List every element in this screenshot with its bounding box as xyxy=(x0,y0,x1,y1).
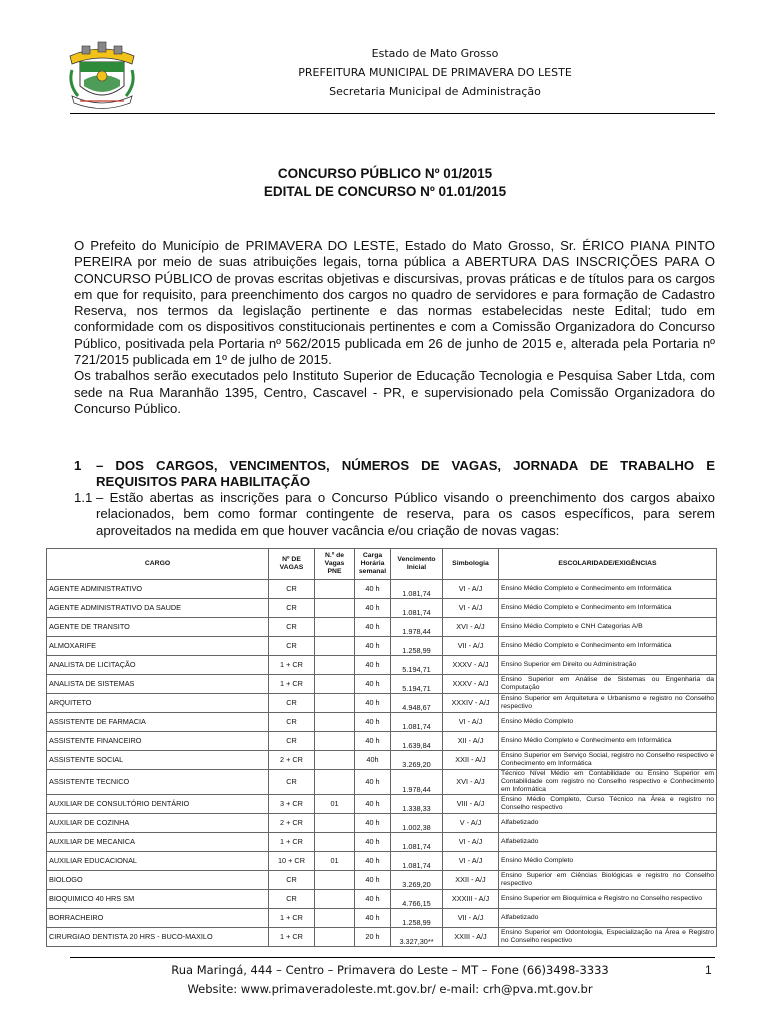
table-row xyxy=(47,580,717,599)
cell-vencimento: 5.194,71 xyxy=(391,675,443,694)
table-row xyxy=(47,694,717,713)
cell-vagas: 2 + CR xyxy=(269,814,315,833)
cell-carga: 40 h xyxy=(355,814,391,833)
cell-vagas: CR xyxy=(269,890,315,909)
col-header-vagas: Nº DE VAGAS xyxy=(269,549,315,580)
cell-escolaridade: Ensino Médio Completo e Conhecimento em Informática xyxy=(499,732,717,751)
subsection-text: – Estão abertas as inscrições para o Concurso Público visando o preenchimento dos cargos abaixo relacionados, bem como formar contingente de reserva, para os casos específicos, para serem aproveitados na medida em que houver vacância e/ou criação de novas vagas: xyxy=(96,490,715,538)
table-row xyxy=(47,928,717,947)
col-header-pne: N.º de Vagas PNE xyxy=(315,549,355,580)
header-divider xyxy=(70,113,715,114)
cell-escolaridade: Alfabetizado xyxy=(499,833,717,852)
cell-simbologia: XXII - A/J xyxy=(443,751,499,770)
table-row xyxy=(47,795,717,814)
cell-pne xyxy=(315,909,355,928)
cell-carga: 40 h xyxy=(355,732,391,751)
cell-pne xyxy=(315,713,355,732)
table-row xyxy=(47,751,717,770)
table-header-row xyxy=(47,549,717,580)
cell-simbologia: XII - A/J xyxy=(443,732,499,751)
cell-cargo: ASSISTENTE TECNICO xyxy=(47,770,269,795)
municipal-crest xyxy=(66,40,138,112)
cell-simbologia: VIII - A/J xyxy=(443,795,499,814)
cell-escolaridade: Ensino Médio Completo e Conhecimento em Informática xyxy=(499,580,717,599)
cell-pne xyxy=(315,732,355,751)
cell-pne xyxy=(315,770,355,795)
table-row xyxy=(47,713,717,732)
cell-simbologia: VI - A/J xyxy=(443,833,499,852)
cell-vagas: CR xyxy=(269,732,315,751)
cell-escolaridade: Ensino Médio Completo xyxy=(499,713,717,732)
cell-pne: 01 xyxy=(315,795,355,814)
cell-vencimento: 1.081,74 xyxy=(391,852,443,871)
cell-pne xyxy=(315,618,355,637)
cell-cargo: ANALISTA DE LICITAÇÃO xyxy=(47,656,269,675)
intro-text xyxy=(74,238,715,417)
footer-address: Rua Maringá, 444 – Centro – Primavera do Leste – MT – Fone (66)3498-3333 xyxy=(171,963,609,977)
cell-carga: 40 h xyxy=(355,580,391,599)
cell-vencimento: 3.269,20 xyxy=(391,871,443,890)
header-state: Estado de Mato Grosso xyxy=(371,47,499,60)
cell-cargo: ASSISTENTE FINANCEIRO xyxy=(47,732,269,751)
cell-vagas: 3 + CR xyxy=(269,795,315,814)
cell-escolaridade: Ensino Médio Completo e CNH Categorias A/B xyxy=(499,618,717,637)
cell-pne xyxy=(315,675,355,694)
cell-carga: 40 h xyxy=(355,795,391,814)
cell-vencimento: 4.948,67 xyxy=(391,694,443,713)
table-row xyxy=(47,656,717,675)
cell-vagas: 10 + CR xyxy=(269,852,315,871)
cell-vagas: CR xyxy=(269,694,315,713)
cell-simbologia: XVI - A/J xyxy=(443,618,499,637)
col-header-vencimento: Vencimento Inicial xyxy=(391,549,443,580)
cell-vencimento: 3.269,20 xyxy=(391,751,443,770)
cell-carga: 40 h xyxy=(355,694,391,713)
cell-escolaridade: Ensino Superior em Direito ou Administração xyxy=(499,656,717,675)
cell-simbologia: XXXIII - A/J xyxy=(443,890,499,909)
cell-escolaridade: Ensino Superior em Arquitetura e Urbanismo e registro no Conselho respectivo xyxy=(499,694,717,713)
cell-vagas: 1 + CR xyxy=(269,656,315,675)
cargos-table xyxy=(46,548,717,947)
cell-cargo: ASSISTENTE SOCIAL xyxy=(47,751,269,770)
intro-paragraph-2: Os trabalhos serão executados pelo Instituto Superior de Educação Tecnologia e Pesquisa Saber Ltda, com sede na Rua Maranhão 1395, Centro, Cascavel - PR, e supervisionado pela Comissão Organizadora do Concurso Público. xyxy=(74,368,715,416)
cell-cargo: AUXILIAR DE COZINHA xyxy=(47,814,269,833)
cell-escolaridade: Ensino Médio Completo e Conhecimento em Informática xyxy=(499,637,717,656)
cell-cargo: AGENTE DE TRANSITO xyxy=(47,618,269,637)
cell-cargo: ANALISTA DE SISTEMAS xyxy=(47,675,269,694)
cell-vencimento: 1.081,74 xyxy=(391,833,443,852)
cell-vencimento: 3.327,30** xyxy=(391,928,443,947)
cell-simbologia: XVI - A/J xyxy=(443,770,499,795)
cell-carga: 40 h xyxy=(355,656,391,675)
table-row xyxy=(47,599,717,618)
cell-cargo: ASSISTENTE DE FARMACIA xyxy=(47,713,269,732)
cell-pne xyxy=(315,580,355,599)
cell-escolaridade: Ensino Superior em Bioquímica e Registro no Conselho respectivo xyxy=(499,890,717,909)
cell-vencimento: 1.978,44 xyxy=(391,770,443,795)
cell-carga: 40 h xyxy=(355,852,391,871)
table-row xyxy=(47,618,717,637)
table-row xyxy=(47,732,717,751)
cell-cargo: CIRURGIAO DENTISTA 20 HRS - BUCO-MAXILO xyxy=(47,928,269,947)
col-header-carga: Carga Horária semanal xyxy=(355,549,391,580)
cell-cargo: AGENTE ADMINISTRATIVO DA SAUDE xyxy=(47,599,269,618)
cell-vagas: CR xyxy=(269,637,315,656)
cell-carga: 40 h xyxy=(355,618,391,637)
cell-cargo: BORRACHEIRO xyxy=(47,909,269,928)
cell-escolaridade: Ensino Superior em Serviço Social, registro no Conselho respectivo e Conhecimento em Informática xyxy=(499,751,717,770)
cell-vencimento: 1.081,74 xyxy=(391,580,443,599)
cell-simbologia: VI - A/J xyxy=(443,599,499,618)
section-title: – DOS CARGOS, VENCIMENTOS, NÚMEROS DE VAGAS, JORNADA DE TRABALHO E REQUISITOS PARA HABILITAÇÃO xyxy=(96,458,715,489)
cell-cargo: ARQUITETO xyxy=(47,694,269,713)
table-row xyxy=(47,871,717,890)
cell-vencimento: 5.194,71 xyxy=(391,656,443,675)
cell-vencimento: 1.081,74 xyxy=(391,599,443,618)
cell-cargo: AUXILIAR DE MECANICA xyxy=(47,833,269,852)
cell-pne xyxy=(315,871,355,890)
cell-carga: 40h xyxy=(355,751,391,770)
cell-vencimento: 1.338,33 xyxy=(391,795,443,814)
cell-escolaridade: Ensino Médio Completo, Curso Técnico na Área e registro no Conselho respectivo xyxy=(499,795,717,814)
cell-escolaridade: Alfabetizado xyxy=(499,909,717,928)
table-row xyxy=(47,909,717,928)
cell-escolaridade: Técnico Nível Médio em Contabilidade ou Ensino Superior em Contabilidade com registro no Conselho respectivo e Conhecimento em Informática xyxy=(499,770,717,795)
cell-vencimento: 4.766,15 xyxy=(391,890,443,909)
cell-carga: 40 h xyxy=(355,675,391,694)
table-row xyxy=(47,770,717,795)
intro-paragraph-1: O Prefeito do Município de PRIMAVERA DO LESTE, Estado do Mato Grosso, Sr. ÉRICO PIANA PINTO PEREIRA por meio de suas atribuições legais, torna pública a ABERTURA DAS INSCRIÇÕES PARA O CONCURSO PÚBLICO de provas escritas objetivas e discursivas, provas práticas e de títulos para os cargos em que for requisito, para preenchimento dos cargos no quadro de servidores e para formação de Cadastro Reserva, nos termos da legislação pertinente e das normas estabelecidas neste Edital; tudo em conformidade com os dispositivos constitucionais pertinentes e com a Comissão Organizadora do Concurso Público, positivada pela Portaria nº 562/2015 publicada em 26 de junho de 2015 e, alterada pela Portaria nº 721/2015 publicada em 1º de julho de 2015. xyxy=(74,238,715,368)
cell-vagas: 1 + CR xyxy=(269,675,315,694)
cell-simbologia: VI - A/J xyxy=(443,713,499,732)
cell-carga: 40 h xyxy=(355,871,391,890)
cell-carga: 40 h xyxy=(355,833,391,852)
cell-escolaridade: Ensino Superior em Odontologia, Especialização na Área e Registro no Conselho respectivo xyxy=(499,928,717,947)
cell-cargo: ALMOXARIFE xyxy=(47,637,269,656)
table-row xyxy=(47,637,717,656)
cell-vencimento: 1.258,99 xyxy=(391,637,443,656)
table-row xyxy=(47,890,717,909)
cell-simbologia: XXXV - A/J xyxy=(443,656,499,675)
cell-simbologia: XXXIV - A/J xyxy=(443,694,499,713)
cell-simbologia: VI - A/J xyxy=(443,580,499,599)
doc-subtitle: EDITAL DE CONCURSO Nº 01.01/2015 xyxy=(263,184,507,199)
cell-vagas: CR xyxy=(269,713,315,732)
cell-simbologia: VII - A/J xyxy=(443,637,499,656)
cell-carga: 40 h xyxy=(355,713,391,732)
cell-cargo: AGENTE ADMINISTRATIVO xyxy=(47,580,269,599)
cell-simbologia: XXIII - A/J xyxy=(443,928,499,947)
cell-cargo: AUXILIAR DE CONSULTÓRIO DENTÁRIO xyxy=(47,795,269,814)
cell-vagas: 1 + CR xyxy=(269,833,315,852)
cell-escolaridade: Ensino Superior em Análise de Sistemas ou Engenharia da Computação xyxy=(499,675,717,694)
cell-vagas: 1 + CR xyxy=(269,909,315,928)
cell-pne xyxy=(315,751,355,770)
cell-vagas: CR xyxy=(269,618,315,637)
cell-carga: 40 h xyxy=(355,770,391,795)
cell-vagas: 1 + CR xyxy=(269,928,315,947)
cell-vencimento: 1.081,74 xyxy=(391,713,443,732)
doc-title: CONCURSO PÚBLICO Nº 01/2015 xyxy=(277,166,493,181)
cell-simbologia: V - A/J xyxy=(443,814,499,833)
header-secretaria: Secretaria Municipal de Administração xyxy=(329,85,541,98)
cell-cargo: AUXILIAR EDUCACIONAL xyxy=(47,852,269,871)
footer-divider xyxy=(70,957,715,958)
cell-pne xyxy=(315,599,355,618)
cell-simbologia: XXXV - A/J xyxy=(443,675,499,694)
cell-escolaridade: Ensino Superior em Ciências Biológicas e registro no Conselho respectivo xyxy=(499,871,717,890)
cell-pne xyxy=(315,637,355,656)
cell-escolaridade: Ensino Médio Completo xyxy=(499,852,717,871)
cell-carga: 40 h xyxy=(355,637,391,656)
col-header-escolaridade: ESCOLARIDADE/EXIGÊNCIAS xyxy=(499,549,717,580)
cell-simbologia: VI - A/J xyxy=(443,852,499,871)
cell-vagas: CR xyxy=(269,871,315,890)
cell-carga: 20 h xyxy=(355,928,391,947)
cell-simbologia: XXII - A/J xyxy=(443,871,499,890)
cell-pne xyxy=(315,694,355,713)
cell-escolaridade: Ensino Médio Completo e Conhecimento em Informática xyxy=(499,599,717,618)
cell-cargo: BIOLOGO xyxy=(47,871,269,890)
cell-vencimento: 1.002,38 xyxy=(391,814,443,833)
cell-carga: 40 h xyxy=(355,909,391,928)
table-row xyxy=(47,675,717,694)
footer-contact: Website: www.primaveradoleste.mt.gov.br/ e-mail: crh@pva.mt.gov.br xyxy=(187,982,593,996)
col-header-simbologia: Simbologia xyxy=(443,549,499,580)
cell-vagas: CR xyxy=(269,599,315,618)
cell-pne xyxy=(315,890,355,909)
table-row xyxy=(47,814,717,833)
cell-pne xyxy=(315,814,355,833)
cell-vencimento: 1.258,99 xyxy=(391,909,443,928)
cell-pne xyxy=(315,928,355,947)
section-number: 1 xyxy=(74,458,82,473)
cell-carga: 40 h xyxy=(355,890,391,909)
cell-vencimento: 1.978,44 xyxy=(391,618,443,637)
cell-simbologia: VII - A/J xyxy=(443,909,499,928)
table-row xyxy=(47,833,717,852)
cell-vagas: 2 + CR xyxy=(269,751,315,770)
col-header-cargo: CARGO xyxy=(47,549,269,580)
table-row xyxy=(47,852,717,871)
cell-pne xyxy=(315,656,355,675)
cell-carga: 40 h xyxy=(355,599,391,618)
cell-cargo: BIOQUIMICO 40 HRS SM xyxy=(47,890,269,909)
cell-vencimento: 1.639,84 xyxy=(391,732,443,751)
subsection-number: 1.1 xyxy=(74,490,93,505)
cell-escolaridade: Alfabetizado xyxy=(499,814,717,833)
header-prefeitura: PREFEITURA MUNICIPAL DE PRIMAVERA DO LESTE xyxy=(298,66,572,79)
cell-vagas: CR xyxy=(269,770,315,795)
cargos-table-body xyxy=(47,580,717,947)
cell-vagas: CR xyxy=(269,580,315,599)
cell-pne: 01 xyxy=(315,852,355,871)
cell-pne xyxy=(315,833,355,852)
page-number: 1 xyxy=(705,963,712,977)
